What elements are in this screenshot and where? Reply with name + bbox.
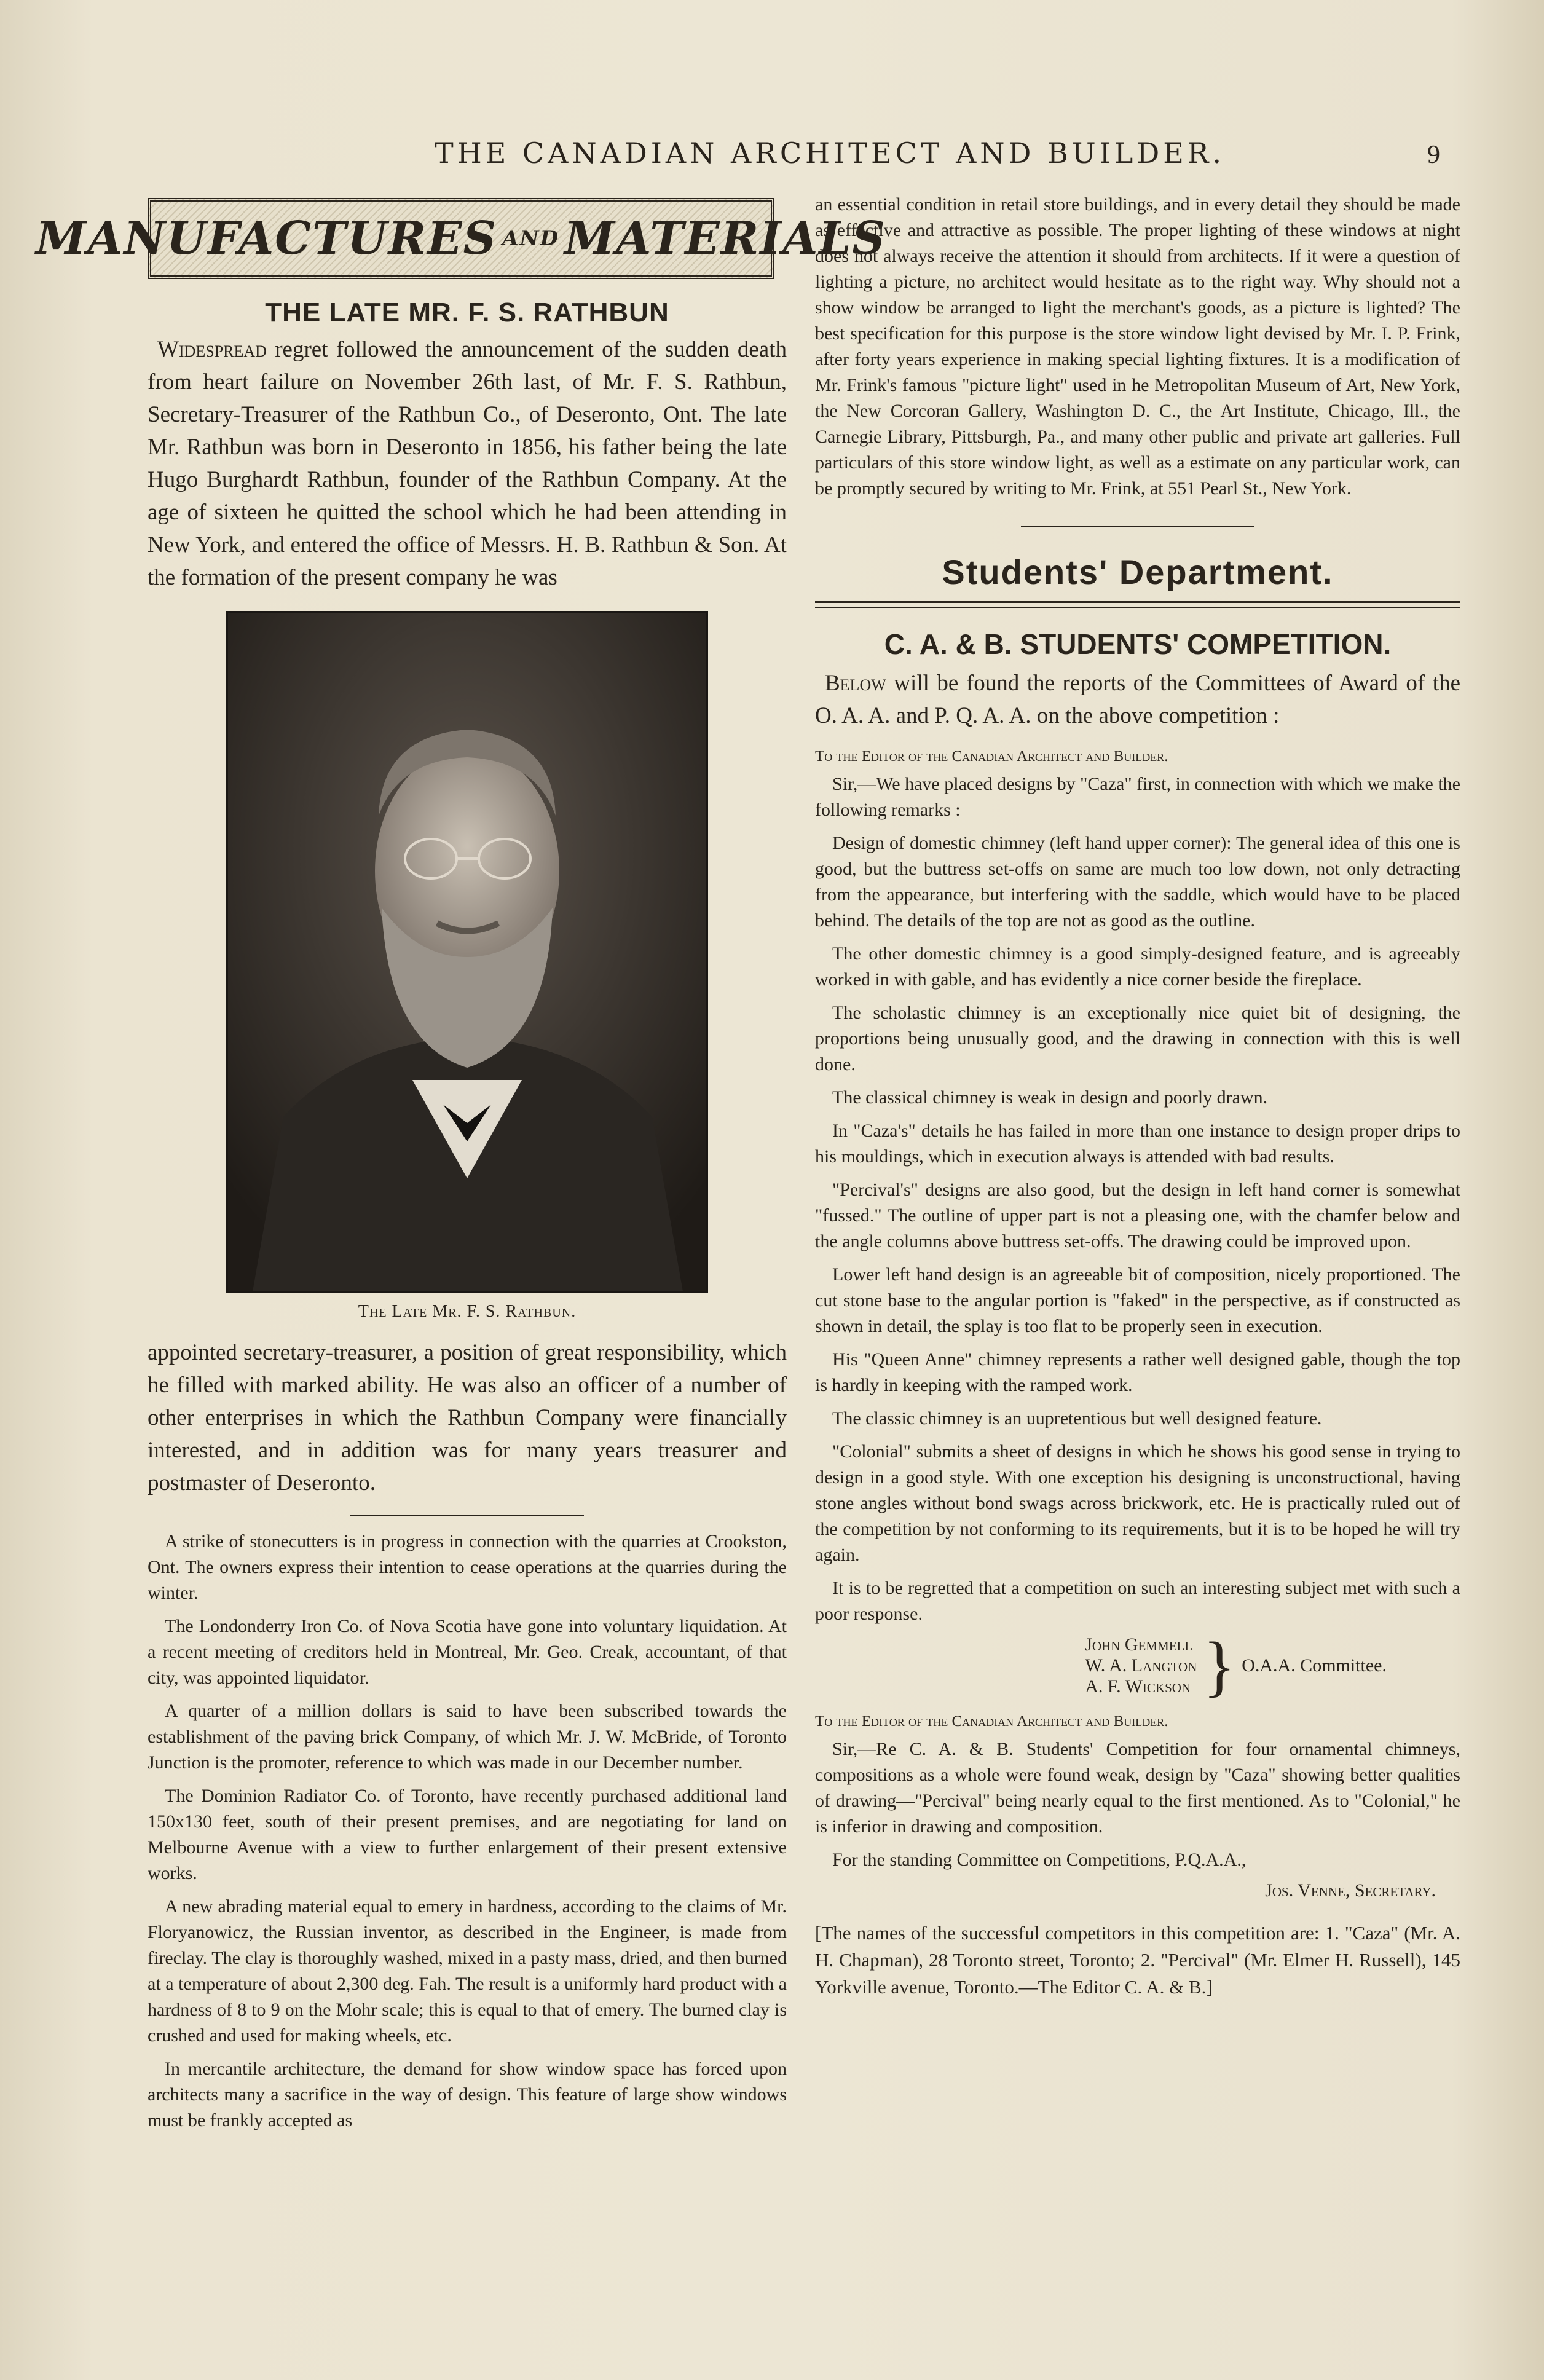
committee-member: A. F. Wickson bbox=[1085, 1676, 1191, 1696]
article-body-2 bbox=[148, 1336, 787, 1499]
news-note: A new abrading material equal to emery in hardness, according to the claims of Mr. Floryanowicz, the Russian inventor, as described in the Engineer, is made from fireclay. The clay is thoroughly washed, mixed in a pasty mass, dried, and then burned at a temperature of about 2,300 deg. Fah. The result is a uniformly hard product with a hardness of 8 to 9 on the Mohr scale; this is equal to that of emery. The burned clay is crushed and used for making wheels, etc. bbox=[148, 1896, 787, 2046]
news-note: In mercantile architecture, the demand for show window space has forced upon architects many a sacrifice in the way of design. This feature of large show windows must be frankly accepted as bbox=[148, 2059, 787, 2130]
letter-paragraph: The other domestic chimney is a good simply-designed feature, and is agreeably worked in with gable, and has evidently a nice corner beside the fireplace. bbox=[815, 944, 1460, 990]
portrait-photo bbox=[226, 611, 708, 1293]
news-note: The Londonderry Iron Co. of Nova Scotia have gone into voluntary liquidation. At a recent meeting of creditors held in Montreal, Mr. Geo. Creak, accountant, of that city, was appointed liquidator. bbox=[148, 1616, 787, 1688]
letter-paragraph: "Percival's" designs are also good, but the design in left hand corner is somewhat "fussed." The outline of upper part is not a pleasing one, with the chamfer below and the angle columns above buttress set-offs. The drawing could be improved upon. bbox=[815, 1180, 1460, 1251]
letter-paragraph: The classical chimney is weak in design and poorly drawn. bbox=[832, 1087, 1268, 1108]
page-number: 9 bbox=[1427, 141, 1440, 169]
committee-member: John Gemmell bbox=[1085, 1634, 1193, 1655]
news-note: A strike of stonecutters is in progress in connection with the quarries at Crookston, Ont. The owners express their intention to cease operations at the quarries during the winter. bbox=[148, 1531, 787, 1603]
letter-address: To the Editor of the Canadian Architect and Builder. bbox=[815, 1713, 1168, 1730]
letter-paragraph: Sir,—Re C. A. & B. Students' Competition for four ornamental chimneys, compositions as a whole were found weak, design by "Caza" showing better qualities of drawing—"Percival" being nearly equal to the first mentioned. As to "Colonial," he is inferior in drawing and composition. bbox=[815, 1739, 1460, 1837]
letter-paragraph: Lower left hand design is an agreeable bit of composition, nicely proportioned. The cut stone base to the angular portion is "faked" in the perspective, as if constructed as shown in detail, the splay is too flat to be properly seen in execution. bbox=[815, 1264, 1460, 1336]
letter-paragraph: For the standing Committee on Competitions, P.Q.A.A., bbox=[832, 1850, 1247, 1870]
banner-left: MANUFACTURES bbox=[36, 212, 498, 265]
continued-paragraph: an essential condition in retail store buildings, and in every detail they should be made as effective and attractive as possible. The proper lighting of these windows at night does not always receive the attention it should from architects. If it were a question of lighting a picture, no architect would hesitate as to the right way. Why should not a show window be arranged to light the merchant's goods, as a picture is lighted? The best specification for this purpose is the store window light devised by Mr. I. P. Frink, after forty years experience in making special lighting fixtures. It is a modification of Mr. Frink's famous "picture light" used in he Metropolitan Museum of Art, New York, the New Corcoran Gallery, Washington D. C., the Art Institute, Chicago, Ill., the Carnegie Library, Pittsburgh, Pa., and many other public and private art galleries. Full particulars of this store window light, as well as a estimate on any particular work, can be promptly secured by writing to Mr. Frink, at 551 Pearl St., New York. bbox=[815, 194, 1460, 498]
article-para-1: regret followed the announcement of the sudden death from heart failure on November 26th last, of Mr. F. S. Rathbun, Secretary-Treasurer of the Rathbun Co., of Deseronto, Ont. The late Mr. Rathbun was born in Deseronto in 1856, his father being the late Hugo Burghardt Rathbun, founder of the Rathbun Company. At the age of sixteen he quitted the school which he had been attending in New York, and entered the office of Messrs. H. B. Rathbun & Son. At the formation of the present company he was bbox=[148, 337, 787, 590]
article-para-2: appointed secretary-treasurer, a position of great responsibility, which he filled with marked ability. He was also an officer of a number of other enterprises in which the Rathbun Company were financially interested, and in addition was for many years treasurer and postmaster of Deseronto. bbox=[148, 1340, 787, 1495]
section-divider bbox=[350, 1515, 584, 1516]
news-notes bbox=[148, 1529, 787, 2134]
letter-paragraph: The classic chimney is an uupretentious but well designed feature. bbox=[832, 1408, 1322, 1428]
article-body-1 bbox=[148, 333, 787, 594]
article-title: THE LATE MR. F. S. RATHBUN bbox=[265, 298, 669, 328]
committee-member: W. A. Langton bbox=[1085, 1655, 1197, 1676]
news-note: The Dominion Radiator Co. of Toronto, have recently purchased additional land 150x130 feet, south of their present premises, and are negotiating for land on Melbourne Avenue with a view to further enlargement of their present extensive works. bbox=[148, 1786, 787, 1883]
letter-paragraph: The scholastic chimney is an exceptionally nice quiet bit of designing, the proportions being unusually good, and the drawing in connection with this is well done. bbox=[815, 1003, 1460, 1074]
lead-word: Widespread bbox=[157, 337, 267, 362]
show-window-continuation bbox=[815, 192, 1460, 502]
portrait-illustration bbox=[228, 613, 706, 1291]
competition-intro bbox=[815, 667, 1460, 732]
lead-word: Below bbox=[825, 671, 886, 696]
editor-note: [The names of the successful competitors in this competition are: 1. "Caza" (Mr. A. H. Chapman), 28 Toronto street, Toronto; 2. "Percival" (Mr. Elmer H. Russell), 145 Yorkville avenue, Toronto.—The Editor C. A. & B.] bbox=[815, 1922, 1460, 1998]
letter-paragraph: "Colonial" submits a sheet of designs in which he shows his good sense in trying to design in a good style. With one exception his designing is unconstructional, having stone angles without bond swags across brickwork, etc. He is practically ruled out of the competition by not conforming to its requirements, but it is to be hoped he will try again. bbox=[815, 1441, 1460, 1565]
letter-paragraph: It is to be regretted that a competition on such an interesting subject met with such a poor response. bbox=[815, 1578, 1460, 1624]
section-banner bbox=[36, 198, 886, 279]
committee-label: O.A.A. Committee. bbox=[1242, 1655, 1387, 1676]
committee-names bbox=[1085, 1634, 1197, 1697]
letter-paragraph: In "Caza's" details he has failed in more than one instance to design proper drips to his mouldings, which in execution always is attended with bad results. bbox=[815, 1121, 1460, 1167]
banner-right: MATERIALS bbox=[564, 212, 886, 265]
letter-paragraph: Sir,—We have placed designs by "Caza" first, in connection with which we make the following remarks : bbox=[815, 774, 1460, 820]
letter-paragraph: Design of domestic chimney (left hand upper corner): The general idea of this one is good, but the buttress set-offs on same are much too low down, not only detracting from the appearance, but interfering with the saddle, which would have to be placed behind. The details of the top are not as good as the outline. bbox=[815, 833, 1460, 931]
news-note: A quarter of a million dollars is said to have been subscribed towards the establishment of the paving brick Company, of which Mr. J. W. McBride, of Toronto Junction is the promoter, reference to which was made in our December number. bbox=[148, 1701, 787, 1773]
running-header: THE CANADIAN ARCHITECT AND BUILDER. bbox=[434, 136, 1226, 170]
letter-paragraph: His "Queen Anne" chimney represents a rather well designed gable, though the top is hardly in keeping with the ramped work. bbox=[815, 1349, 1460, 1395]
banner-and: AND bbox=[502, 226, 560, 251]
brace-glyph: } bbox=[1203, 1628, 1236, 1703]
photo-caption: The Late Mr. F. S. Rathbun. bbox=[358, 1302, 577, 1321]
committee-signatures bbox=[815, 1628, 1387, 1703]
department-title: Students' Department. bbox=[942, 553, 1334, 591]
double-rule bbox=[815, 601, 1460, 608]
oaa-letter bbox=[815, 771, 1460, 1627]
competition-title: C. A. & B. STUDENTS' COMPETITION. bbox=[884, 628, 1392, 660]
section-divider bbox=[1021, 526, 1254, 527]
right-column bbox=[815, 192, 1460, 2001]
pqaa-letter bbox=[815, 1736, 1460, 1873]
secretary-signature: Jos. Venne, Secretary. bbox=[1265, 1880, 1436, 1901]
letter-address: To the Editor of the Canadian Architect and Builder. bbox=[815, 748, 1168, 765]
intro-text: will be found the reports of the Committees of Award of the O. A. A. and P. Q. A. A. on the above competition : bbox=[815, 671, 1460, 728]
